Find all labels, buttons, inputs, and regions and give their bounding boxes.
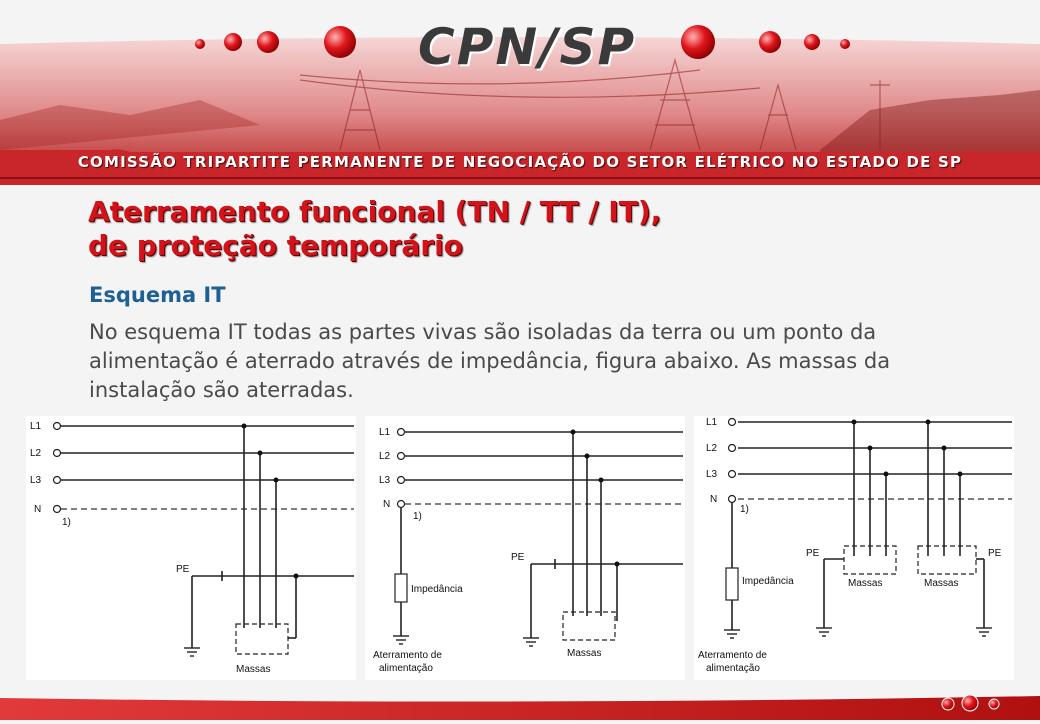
title-line-1: Aterramento funcional (TN / TT / IT), <box>88 195 662 228</box>
label-note: 1) <box>413 511 422 522</box>
label-l3: L3 <box>706 469 718 480</box>
label-n: N <box>383 499 391 510</box>
label-pe: PE <box>511 552 525 563</box>
label-pe-left: PE <box>806 548 820 559</box>
label-aterramento-2: alimentação <box>379 663 433 674</box>
label-l1: L1 <box>706 417 718 428</box>
label-aterramento-1: Aterramento de <box>373 650 442 661</box>
label-n: N <box>34 504 42 515</box>
label-aterramento-1: Aterramento de <box>698 650 767 661</box>
label-impedancia: Impedância <box>411 584 463 595</box>
label-l3: L3 <box>30 475 42 486</box>
label-massas: Massas <box>236 664 271 675</box>
header-banner <box>0 0 1040 185</box>
slide-title <box>88 195 661 263</box>
label-n: N <box>710 494 718 505</box>
cpnsp-logo: CPN/SP <box>418 18 637 76</box>
section-subtitle: Esquema IT <box>89 283 226 307</box>
label-massas-2: Massas <box>924 578 959 589</box>
label-l2: L2 <box>379 451 391 462</box>
title-line-2: de proteção temporário <box>88 229 463 262</box>
label-pe-right: PE <box>988 548 1002 559</box>
diagram-it-2 <box>365 416 685 680</box>
label-l2: L2 <box>706 443 718 454</box>
label-note: 1) <box>62 517 71 528</box>
diagram-it-3 <box>694 416 1014 680</box>
label-aterramento-2: alimentação <box>706 663 760 674</box>
label-l2: L2 <box>30 448 42 459</box>
footer-bar <box>0 692 1040 720</box>
label-l1: L1 <box>30 421 42 432</box>
label-impedancia: Impedância <box>742 576 794 587</box>
label-massas: Massas <box>567 648 602 659</box>
diagram-it-1 <box>26 416 356 680</box>
label-note: 1) <box>740 504 749 515</box>
label-pe: PE <box>176 564 190 575</box>
label-l1: L1 <box>379 427 391 438</box>
label-l3: L3 <box>379 475 391 486</box>
body-paragraph: No esquema IT todas as partes vivas são isoladas da terra ou um ponto da alimentação é aterrado através de impedância, figura abaixo. As massas da instalação são aterradas. <box>89 320 891 402</box>
label-massas-1: Massas <box>848 578 883 589</box>
banner-subtitle: COMISSÃO TRIPARTITE PERMANENTE DE NEGOCIAÇÃO DO SETOR ELÉTRICO NO ESTADO DE SP <box>77 153 963 171</box>
